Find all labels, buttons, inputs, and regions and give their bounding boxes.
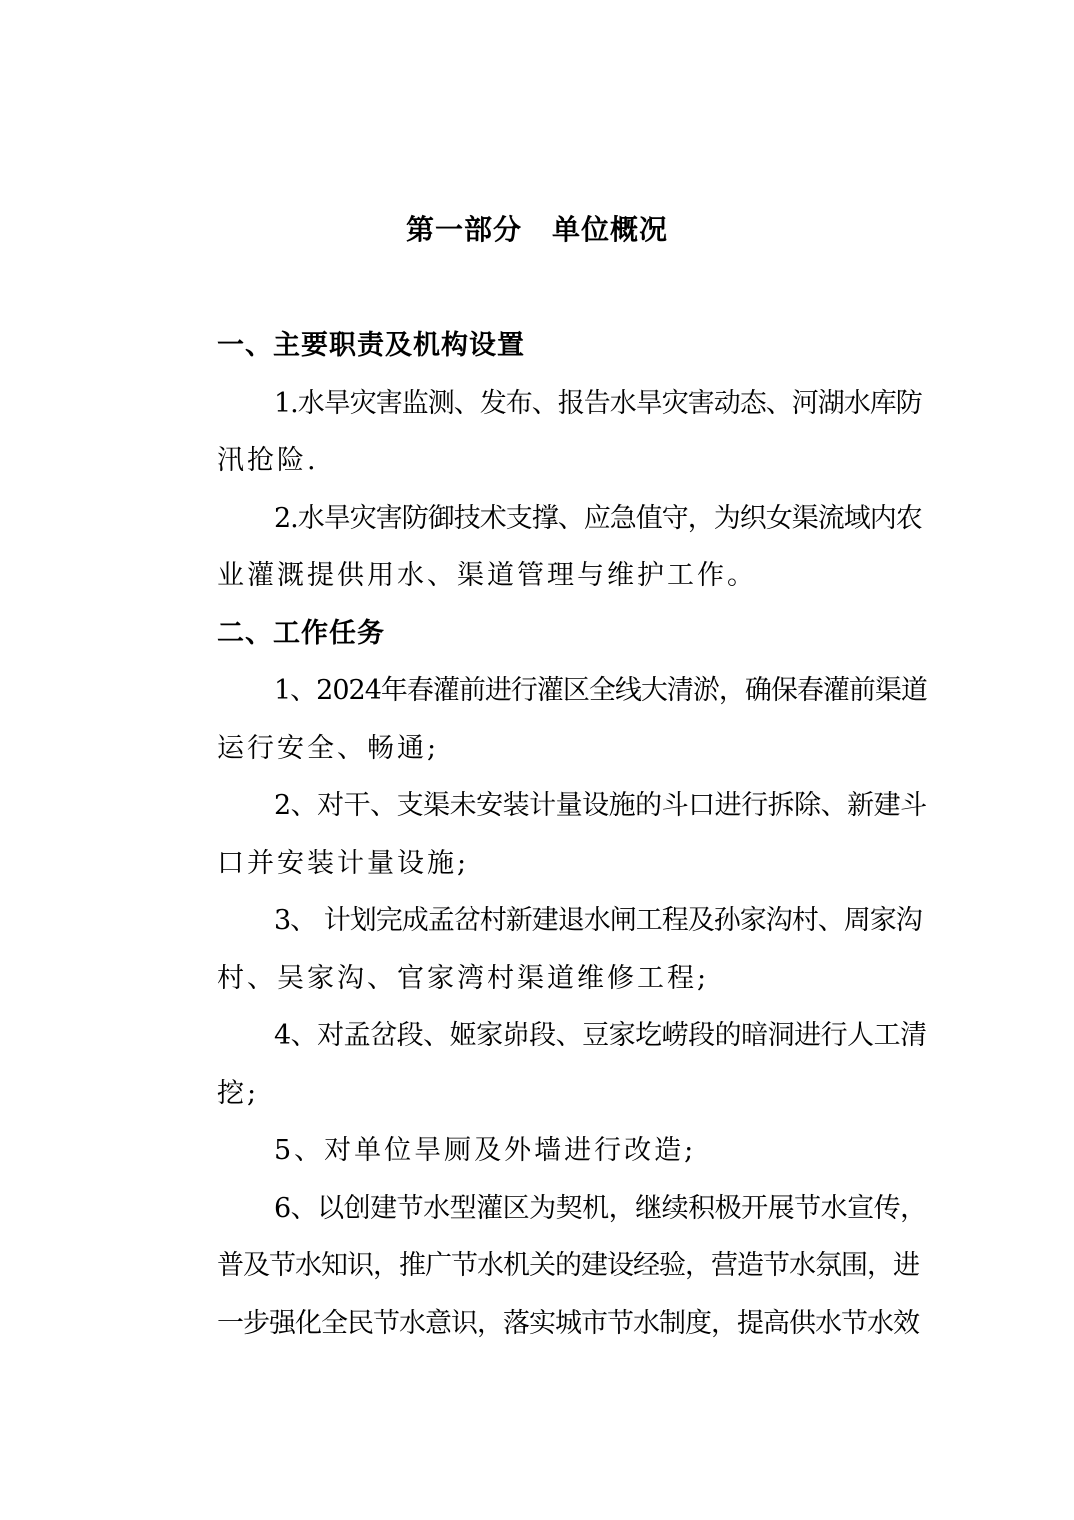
paragraph-line: 5、对单位旱厕及外墙进行改造;: [274, 1135, 697, 1166]
paragraph-line: 运行安全、畅通;: [217, 732, 440, 764]
paragraph-line: 2、对干、支渠未安装计量设施的斗口进行拆除、新建斗: [274, 790, 927, 821]
paragraph-task-2: [160, 777, 930, 892]
paragraph-line: 业灌溉提供用水、渠道管理与维护工作。: [217, 560, 757, 591]
paragraph-line: 口并安装计量设施;: [217, 847, 470, 879]
paragraph-line: 村、吴家沟、官家湾村渠道维修工程;: [217, 962, 710, 994]
paragraph-line: 1、2024年春灌前进行灌区全线大清淤，确保春灌前渠道: [274, 675, 927, 706]
paragraph-line: 挖;: [217, 1077, 260, 1109]
title-part: 第一部分: [405, 213, 522, 246]
paragraph-line: 一步强化全民节水意识，落实城市节水制度，提高供水节水效: [217, 1307, 919, 1339]
section-heading-duties: 一、主要职责及机构设置: [217, 330, 525, 361]
paragraph-task-1: [160, 662, 930, 777]
paragraph-duty-2: [160, 490, 930, 605]
paragraph-duty-1: [160, 375, 930, 490]
paragraph-line: 6、以创建节水型灌区为契机，继续积极开展节水宣传，: [274, 1192, 927, 1224]
paragraph-task-3: [160, 892, 930, 1007]
paragraph-line: 4、对孟岔段、姬家峁段、豆家圪崂段的暗洞进行人工清: [274, 1020, 927, 1051]
paragraph-task-6: [160, 1180, 930, 1353]
paragraph-task-5: [160, 1122, 930, 1180]
section-heading-tasks: 二、工作任务: [217, 617, 385, 649]
document-body: [160, 317, 930, 1352]
paragraph-line: 汛抢险.: [217, 445, 319, 476]
page-title: [0, 206, 1074, 254]
paragraph-line: 普及节水知识，推广节水机关的建设经验，营造节水氛围，进: [217, 1250, 919, 1281]
paragraph-line: 2.水旱灾害防御技术支撑、应急值守，为织女渠流域内农: [274, 502, 922, 534]
paragraph-line: 3、 计划完成孟岔村新建退水闸工程及孙家沟村、周家沟: [274, 905, 922, 936]
paragraph-task-4: [160, 1007, 930, 1122]
paragraph-line: 1.水旱灾害监测、发布、报告水旱灾害动态、河湖水库防: [274, 387, 922, 419]
title-name: 单位概况: [552, 213, 669, 246]
